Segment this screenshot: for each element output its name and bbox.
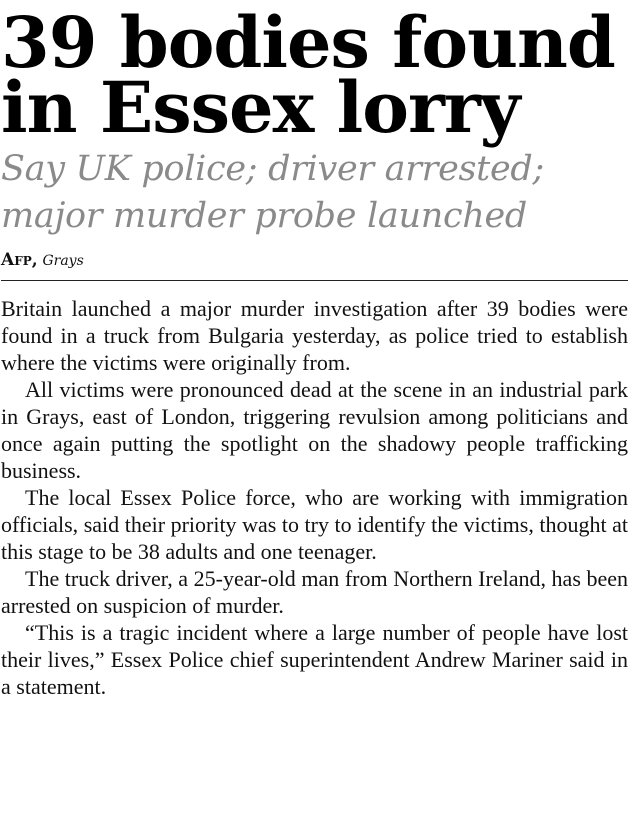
- subheadline-line-1: Say UK police; driver arrested;: [1, 149, 544, 189]
- paragraph: Britain launched a major murder investigation after 39 bodies were found in a truck from Bulgaria yesterday, as police tried to establish where the victims were originally from.: [1, 296, 628, 375]
- article-body: [1, 295, 628, 700]
- headline-line-1: 39 bodies found: [1, 1, 615, 84]
- paragraph: The truck driver, a 25-year-old man from Northern Ireland, has been arrested on suspicion of murder.: [1, 566, 628, 618]
- paragraph: The local Essex Police force, who are working with immigration officials, said their priority was to try to identify the victims, thought at this stage to be 38 adults and one teenager.: [1, 485, 628, 564]
- byline-agency: Afp,: [1, 250, 38, 270]
- paragraph: All victims were pronounced dead at the scene in an industrial park in Grays, east of London, triggering revulsion among politicians and once again putting the spotlight on the shadowy people trafficking business.: [1, 377, 628, 483]
- headline: [1, 1, 628, 149]
- paragraph: “This is a tragic incident where a large number of people have lost their lives,” Essex Police chief superintendent Andrew Mariner said in a statement.: [1, 620, 628, 699]
- subheadline: [1, 146, 628, 240]
- subheadline-line-2: major murder probe launched: [1, 196, 528, 236]
- byline: [1, 250, 628, 281]
- byline-place: Grays: [42, 253, 84, 269]
- headline-line-2: in Essex lorry: [1, 66, 520, 149]
